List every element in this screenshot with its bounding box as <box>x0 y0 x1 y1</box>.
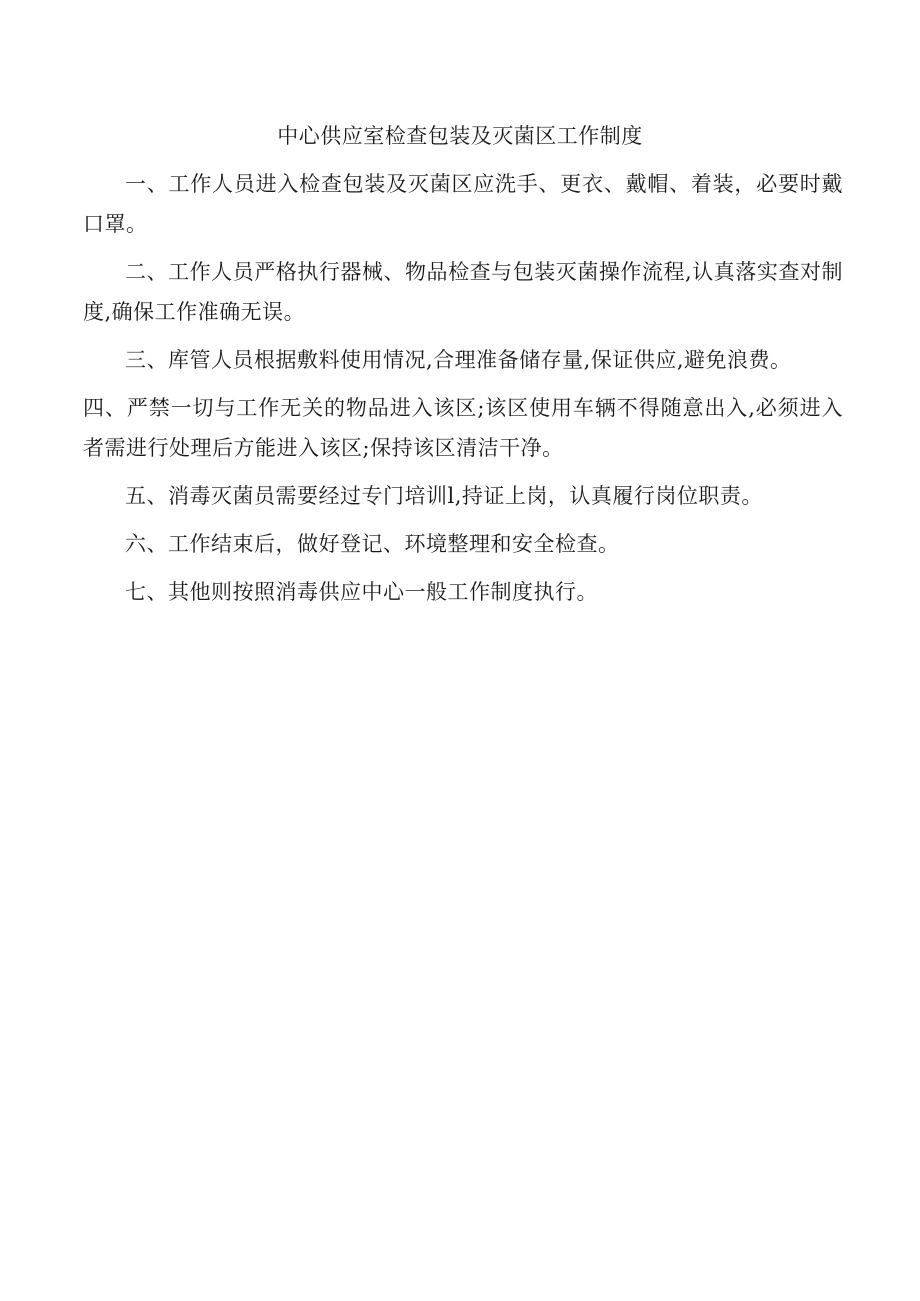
rule-paragraph-3: 三、库管人员根据敷料使用情况,合理准备储存量,保证供应,避免浪费。 <box>125 348 792 372</box>
rule-paragraph-5: 五、消毒灭菌员需要经过专门培训l,持证上岗，认真履行岗位职责。 <box>125 484 763 508</box>
document-body <box>83 164 843 620</box>
rule-paragraph-4: 四、严禁一切与工作无关的物品进入该区;该区使用车辆不得随意出入,必须进入者需进行处理后方能进入该区;保持该区清洁干净。 <box>83 396 843 460</box>
rule-paragraph-2: 二、工作人员严格执行器械、物品检查与包装灭菌操作流程,认真落实查对制度,确保工作准确无误。 <box>83 260 843 324</box>
document-title: 中心供应室检查包装及灭菌区工作制度 <box>277 124 643 148</box>
rule-paragraph-6: 六、工作结束后，做好登记、环境整理和安全检查。 <box>125 532 620 556</box>
rule-paragraph-7: 七、其他则按照消毒供应中心一般工作制度执行。 <box>125 580 598 604</box>
rule-paragraph-1: 一、工作人员进入检查包装及灭菌区应洗手、更衣、戴帽、着装，必要时戴口罩。 <box>83 172 843 236</box>
